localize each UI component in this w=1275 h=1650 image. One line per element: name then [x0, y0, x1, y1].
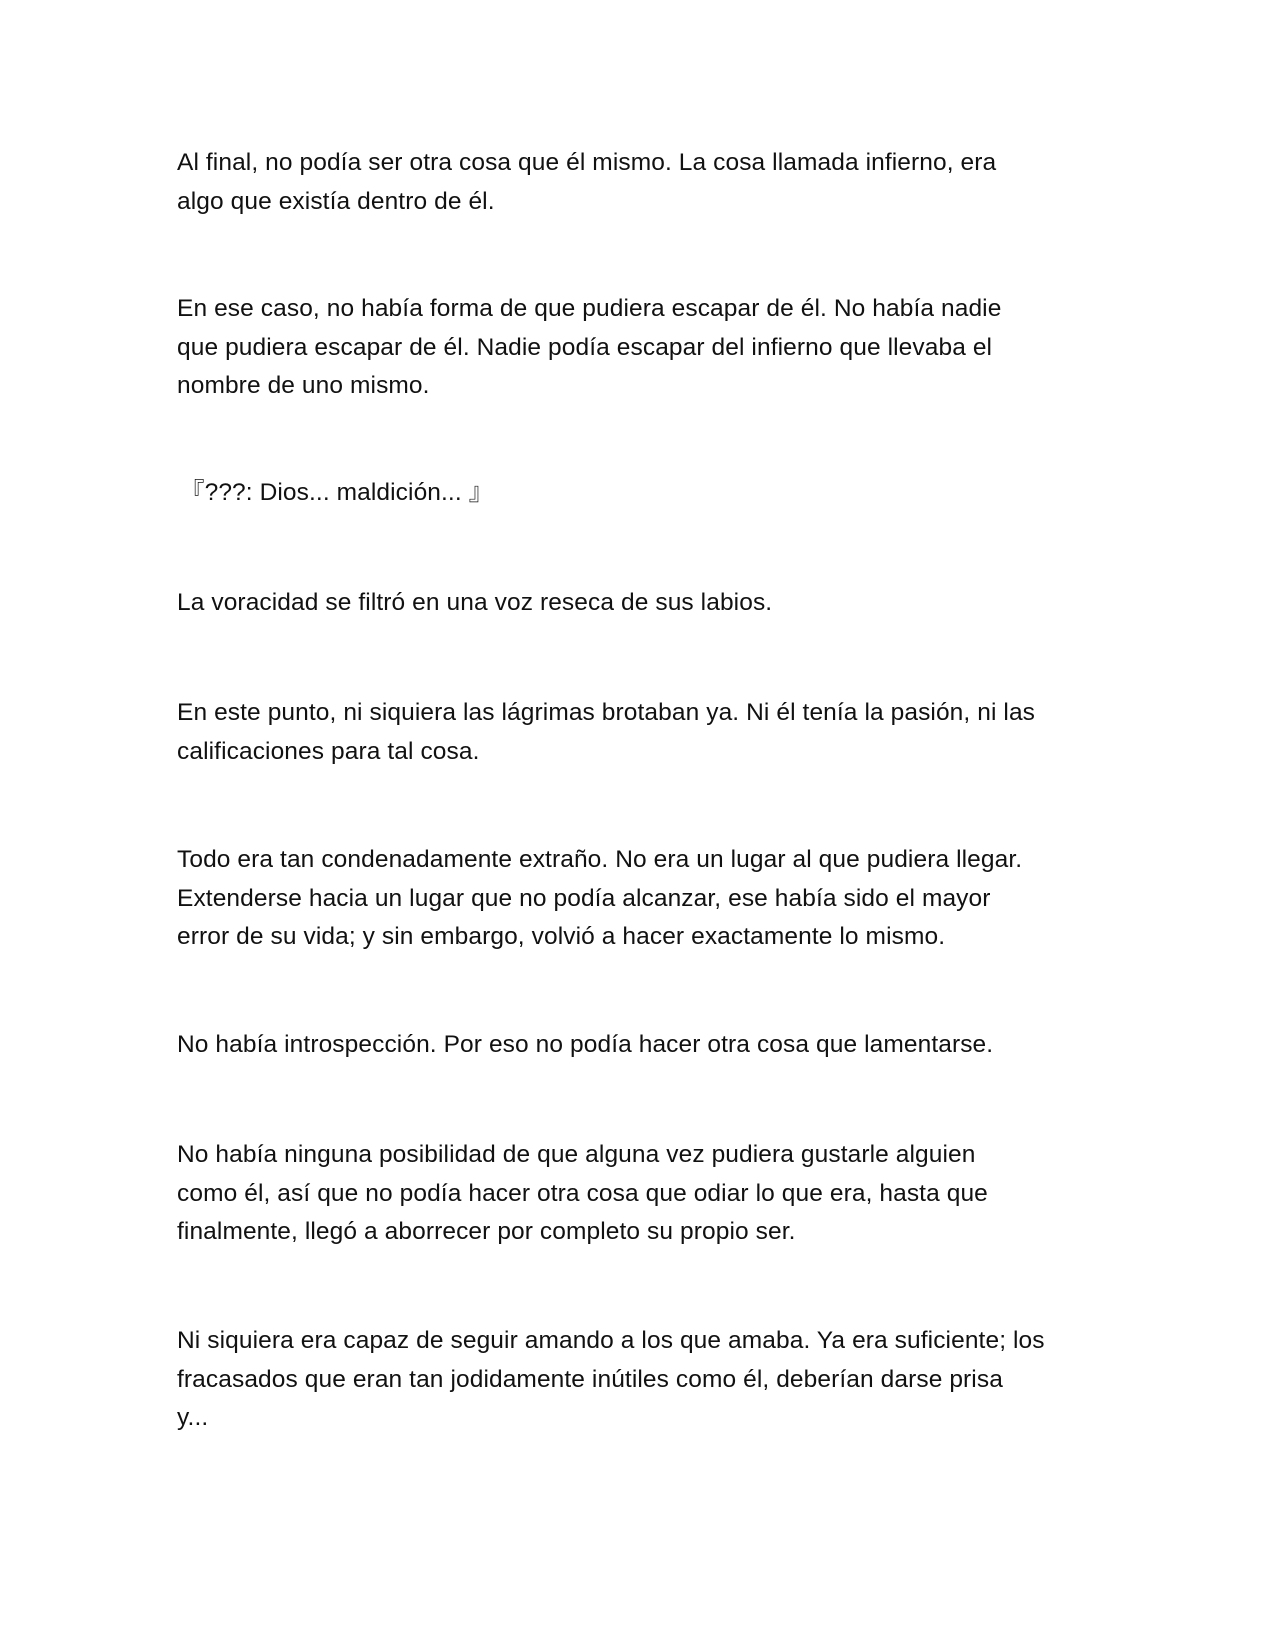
paragraph-6	[177, 841, 1117, 957]
paragraph-line: algo que existía dentro de él.	[177, 187, 495, 215]
paragraph-line: En este punto, ni siquiera las lágrimas brotaban ya. Ni él tenía la pasión, ni las	[177, 699, 1036, 726]
paragraph-line: Todo era tan condenadamente extraño. No era un lugar al que pudiera llegar.	[177, 846, 1023, 873]
paragraph-line: que pudiera escapar de él. Nadie podía escapar del infierno que llevaba el	[177, 333, 993, 361]
paragraph-line: error de su vida; y sin embargo, volvió a hacer exactamente lo mismo.	[177, 923, 946, 950]
paragraph-8	[177, 1136, 1117, 1252]
paragraph-line: fracasados que eran tan jodidamente inútiles como él, deberían darse prisa	[177, 1365, 1003, 1393]
paragraph-line: En ese caso, no había forma de que pudiera escapar de él. No había nadie	[177, 295, 1002, 322]
paragraph-9	[177, 1322, 1117, 1438]
paragraph-line: finalmente, llegó a aborrecer por completo su propio ser.	[177, 1218, 796, 1245]
paragraph-2	[177, 290, 1117, 406]
paragraph-1	[177, 144, 1117, 221]
paragraph-line: y...	[177, 1404, 209, 1431]
paragraph-7	[177, 1026, 1117, 1065]
dialogue-line	[180, 474, 1120, 513]
paragraph-line: como él, así que no podía hacer otra cosa que odiar lo que era, hasta que	[177, 1179, 988, 1207]
paragraph-line: 『???: Dios... maldición... 』	[180, 479, 494, 506]
paragraph-5	[177, 694, 1117, 771]
paragraph-line: La voracidad se filtró en una voz reseca de sus labios.	[177, 589, 773, 616]
paragraph-line: Extenderse hacia un lugar que no podía alcanzar, ese había sido el mayor	[177, 884, 991, 912]
paragraph-line: No había introspección. Por eso no podía hacer otra cosa que lamentarse.	[177, 1031, 994, 1058]
paragraph-line: nombre de uno mismo.	[177, 372, 430, 399]
paragraph-line: calificaciones para tal cosa.	[177, 737, 480, 765]
paragraph-line: Ni siquiera era capaz de seguir amando a los que amaba. Ya era suficiente; los	[177, 1327, 1045, 1354]
paragraph-line: Al final, no podía ser otra cosa que él mismo. La cosa llamada infierno, era	[177, 149, 997, 176]
paragraph-4	[177, 584, 1117, 623]
paragraph-line: No había ninguna posibilidad de que alguna vez pudiera gustarle alguien	[177, 1141, 976, 1168]
